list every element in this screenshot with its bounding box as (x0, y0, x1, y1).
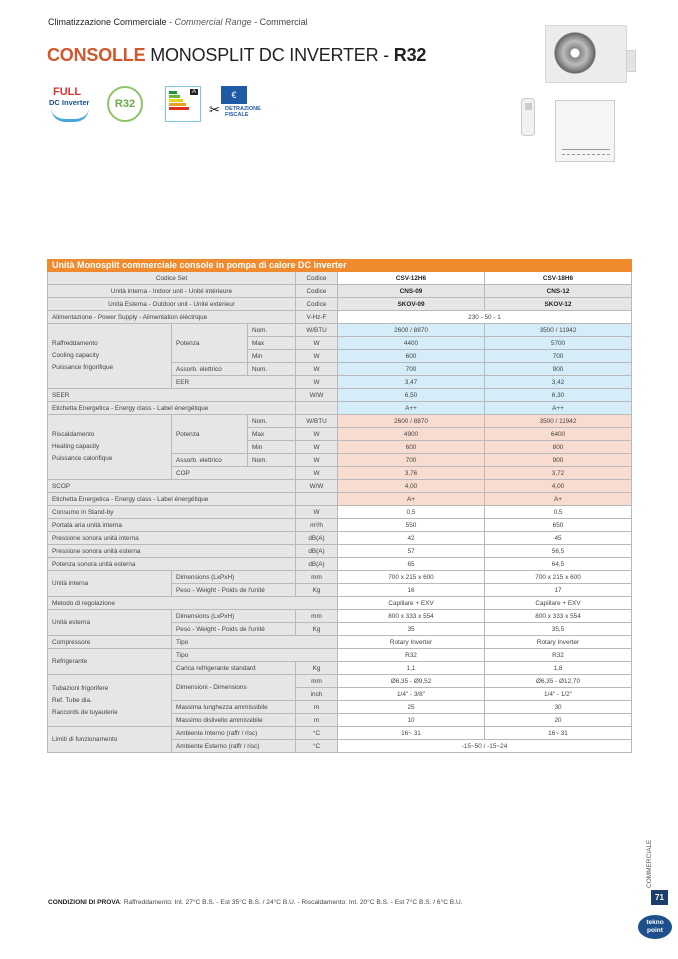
sub-label: Peso - Weight - Poids de l'unité (172, 623, 296, 636)
value: 4900 (338, 428, 485, 441)
value: 57 (338, 545, 485, 558)
value: 900 (485, 363, 632, 376)
unit: Kg (296, 584, 338, 597)
crumb-sep: - (166, 17, 175, 27)
value: CNS-12 (485, 285, 632, 298)
value: 900 (485, 454, 632, 467)
logo-text: FULL (53, 86, 82, 98)
sub-label: Potenza (172, 324, 248, 363)
value: 16~ 31 (338, 727, 485, 740)
sub-label: Peso - Weight - Poids de l'unité (172, 584, 296, 597)
label-line: Puissance calorifique (52, 455, 113, 462)
unit: mm (296, 610, 338, 623)
unit: inch (296, 688, 338, 701)
value: 4,00 (485, 480, 632, 493)
tax-deduction-logo (209, 84, 261, 124)
value: Ø6,35 - Ø12,70 (485, 675, 632, 688)
unit: W (296, 376, 338, 389)
row-label-piping (48, 675, 172, 727)
sub-label: Assorb. elettrico (172, 363, 248, 376)
row-label-cooling (48, 324, 172, 389)
value: 700 x 215 x 600 (485, 571, 632, 584)
label-line: Puissance frigorifique (52, 364, 114, 371)
table-row (48, 506, 632, 519)
table-row (48, 727, 632, 740)
sub-label: Tipo (172, 636, 338, 649)
value: 3500 / 11942 (485, 415, 632, 428)
value: 5700 (485, 337, 632, 350)
test-conditions-label: CONDIZIONI DI PROVA (48, 899, 121, 906)
console-indoor-unit-image (555, 100, 615, 162)
value: 1/4" - 1/2" (485, 688, 632, 701)
value: 4400 (338, 337, 485, 350)
sub-label: Dimensions (LxPxH) (172, 571, 296, 584)
tekno-point-logo (638, 915, 672, 939)
test-conditions (48, 899, 463, 906)
label-line: Raccords de tuyauterie (52, 708, 118, 716)
remote-control-image (521, 98, 535, 136)
row-label: Etichetta Energetica - Energy class - Label énergétique (48, 402, 296, 415)
row-label: Unità esterna (48, 610, 172, 636)
value: 650 (485, 519, 632, 532)
unit: °C (296, 727, 338, 740)
row-label: Limiti di funzionamento (48, 727, 172, 753)
value: 17 (485, 584, 632, 597)
table-row (48, 519, 632, 532)
table-row (48, 571, 632, 584)
value: CSV-18H6 (485, 272, 632, 285)
value: 800 x 333 x 554 (338, 610, 485, 623)
sub-label: Dimensions (LxPxH) (172, 610, 296, 623)
table-row (48, 610, 632, 623)
unit: m (296, 701, 338, 714)
value: Capillare + EXV (338, 597, 485, 610)
energy-class: A (191, 89, 196, 95)
section-label: COMMERCIALE (646, 839, 653, 888)
value: 0,5 (338, 506, 485, 519)
sub-label: EER (172, 376, 296, 389)
value: 600 (338, 350, 485, 363)
value: 64,5 (485, 558, 632, 571)
sub-label: Max (248, 337, 296, 350)
value: 1/4" - 3/8" (338, 688, 485, 701)
label-line: Tubazioni frigorifere (52, 684, 109, 692)
label-line: Riscaldamento (52, 431, 95, 438)
title-main: MONOSPLIT DC INVERTER - (145, 45, 394, 65)
value: 3,42 (485, 376, 632, 389)
table-row (48, 545, 632, 558)
unit: Kg (296, 662, 338, 675)
unit: Codice (296, 298, 338, 311)
sub-label: Min (248, 441, 296, 454)
unit: mm (296, 675, 338, 688)
sub-label: Nom. (248, 415, 296, 428)
sub-label: Min (248, 350, 296, 363)
row-label: Etichetta Energetica - Energy class - Label énergétique (48, 493, 296, 506)
spec-table (47, 259, 632, 753)
label-line: Ref. Tube dia. (52, 696, 92, 704)
energy-label-icon (165, 86, 201, 122)
sub-label: Carica refrigerante standard (172, 662, 296, 675)
value: 16 (338, 584, 485, 597)
unit: W (296, 506, 338, 519)
unit: Codice (296, 272, 338, 285)
value: 65 (338, 558, 485, 571)
value: 6,30 (485, 389, 632, 402)
row-label: SEER (48, 389, 296, 402)
value: Rotary Inverter (338, 636, 485, 649)
table-row (48, 675, 632, 688)
sub-label: Massimo dislivello ammissibile (172, 714, 296, 727)
row-label: Unità interna - Indoor unit - Unité intérieure (48, 285, 296, 298)
unit: W (296, 428, 338, 441)
unit: V-Hz-F (296, 311, 338, 324)
value: 42 (338, 532, 485, 545)
value: 2600 / 8870 (338, 415, 485, 428)
fan-icon (554, 32, 596, 74)
logo-text: point (647, 927, 663, 934)
value: 25 (338, 701, 485, 714)
value: Ø6,35 - Ø9,52 (338, 675, 485, 688)
unit: Codice (296, 285, 338, 298)
sub-label: Dimensioni - Dimensions (172, 675, 296, 701)
value: R32 (485, 649, 632, 662)
unit: W/BTU (296, 324, 338, 337)
label-line: Cooling capacity (52, 352, 99, 359)
value: SKOV-12 (485, 298, 632, 311)
table-row (48, 389, 632, 402)
value: 35,5 (485, 623, 632, 636)
table-row (48, 649, 632, 662)
sub-label: Max (248, 428, 296, 441)
crumb-commercial: Commercial (259, 17, 308, 27)
table-row (48, 311, 632, 324)
unit: W (296, 467, 338, 480)
sub-label: COP (172, 467, 296, 480)
sub-label: Tipo (172, 649, 338, 662)
value: 16~ 31 (485, 727, 632, 740)
value: 35 (338, 623, 485, 636)
value: 700 x 215 x 600 (338, 571, 485, 584)
table-row (48, 324, 632, 337)
unit: W (296, 441, 338, 454)
table-title: Unità Monosplit commerciale console in pompa di calore DC inverter (48, 260, 632, 272)
sub-label: Assorb. elettrico (172, 454, 248, 467)
breadcrumb (48, 17, 308, 27)
table-row (48, 532, 632, 545)
r32-logo: R32 (107, 86, 143, 122)
value: 4,00 (338, 480, 485, 493)
logo-text: DC Inverter (49, 98, 90, 107)
value: 800 (485, 441, 632, 454)
crumb-range: Commercial Range (174, 17, 252, 27)
value: Rotary Inverter (485, 636, 632, 649)
value: 3,47 (338, 376, 485, 389)
table-row (48, 493, 632, 506)
value: 230 - 50 - 1 (338, 311, 632, 324)
value: 30 (485, 701, 632, 714)
label-line: Raffreddamento (52, 340, 98, 347)
unit: Kg (296, 623, 338, 636)
value: 550 (338, 519, 485, 532)
sub-label: Ambiente Interno (raffr / risc) (172, 727, 296, 740)
sub-label: Ambiente Esterno (raffr / risc) (172, 740, 296, 753)
value: 6,50 (338, 389, 485, 402)
table-row (48, 402, 632, 415)
unit: W/BTU (296, 415, 338, 428)
feature-logos (47, 82, 261, 126)
unit (296, 402, 338, 415)
value: A++ (485, 402, 632, 415)
logo-text: DETRAZIONE FISCALE (225, 106, 261, 118)
unit: W/W (296, 389, 338, 402)
page-number: 71 (651, 890, 668, 905)
value: 3,72 (485, 467, 632, 480)
row-label: Consumo in Stand-by (48, 506, 296, 519)
value: 6400 (485, 428, 632, 441)
unit (296, 493, 338, 506)
value: R32 (338, 649, 485, 662)
value: Capillare + EXV (485, 597, 632, 610)
sub-label: Nom. (248, 363, 296, 376)
outdoor-unit-image (545, 25, 627, 83)
unit: dB(A) (296, 558, 338, 571)
value: 3,76 (338, 467, 485, 480)
value: 10 (338, 714, 485, 727)
row-label: Potenza sonora unità esterna (48, 558, 296, 571)
row-label: Pressione sonora unità esterna (48, 545, 296, 558)
value: 45 (485, 532, 632, 545)
table-row (48, 285, 632, 298)
crumb-category: Climatizzazione Commerciale (48, 17, 167, 27)
table-row (48, 480, 632, 493)
sub-label: Potenza (172, 415, 248, 454)
table-row (48, 298, 632, 311)
unit: W (296, 454, 338, 467)
unit: m³/h (296, 519, 338, 532)
unit: mm (296, 571, 338, 584)
logo-text: tekno (646, 919, 664, 926)
value: A+ (338, 493, 485, 506)
row-label: SCOP (48, 480, 296, 493)
unit: dB(A) (296, 545, 338, 558)
scissors-icon: ✂ (209, 102, 220, 117)
value: -15~50 / -15~24 (338, 740, 632, 753)
value: CNS-09 (338, 285, 485, 298)
table-row (48, 636, 632, 649)
euro-icon: € (221, 86, 247, 104)
sub-label: Nom. (248, 324, 296, 337)
row-label: Metodo di regolazione (48, 597, 338, 610)
crumb-sep: - (251, 17, 260, 27)
label-line: Heating capacity (52, 443, 100, 450)
row-label: Refrigerante (48, 649, 172, 675)
value: 600 (338, 441, 485, 454)
value: 3500 / 11942 (485, 324, 632, 337)
row-label: Compressore (48, 636, 172, 649)
value: 56,5 (485, 545, 632, 558)
unit: °C (296, 740, 338, 753)
row-label: Pressione sonora unità interna (48, 532, 296, 545)
sub-label: Nom. (248, 454, 296, 467)
sub-label: Massima lunghezza ammissibile (172, 701, 296, 714)
value: A++ (338, 402, 485, 415)
table-row (48, 597, 632, 610)
value: 700 (485, 350, 632, 363)
value: 1,8 (485, 662, 632, 675)
unit: W/W (296, 480, 338, 493)
unit: m (296, 714, 338, 727)
value: 2600 / 8870 (338, 324, 485, 337)
page-title (47, 45, 426, 66)
row-label: Unità Esterna - Outdoor unit - Unité extérieur (48, 298, 296, 311)
value: SKOV-09 (338, 298, 485, 311)
value: 20 (485, 714, 632, 727)
value: 700 (338, 454, 485, 467)
row-label-heating (48, 415, 172, 480)
row-label: Codice Set (48, 272, 296, 285)
row-label: Portata aria unità interna (48, 519, 296, 532)
unit: dB(A) (296, 532, 338, 545)
value: 1,1 (338, 662, 485, 675)
unit: W (296, 350, 338, 363)
test-conditions-text: : Raffreddamento: Int. 27°C B.S. - Est 35°C B.S. / 24°C B.U. - Riscaldamento: Int. 20°C B.S. - Est 7°C B.S. / 6°C B.U. (120, 899, 463, 906)
unit: W (296, 363, 338, 376)
unit: W (296, 337, 338, 350)
title-accent: CONSOLLE (47, 45, 146, 65)
value: 700 (338, 363, 485, 376)
table-row (48, 272, 632, 285)
full-dc-inverter-logo (47, 84, 93, 124)
row-label: Unità interna (48, 571, 172, 597)
value: 0,5 (485, 506, 632, 519)
row-label: Alimentazione - Power Supply - Alimentation éléctrique (48, 311, 296, 324)
value: 800 x 333 x 554 (485, 610, 632, 623)
title-refrigerant: R32 (393, 45, 427, 65)
value: CSV-12H6 (338, 272, 485, 285)
table-row (48, 558, 632, 571)
value: A+ (485, 493, 632, 506)
table-row (48, 415, 632, 428)
